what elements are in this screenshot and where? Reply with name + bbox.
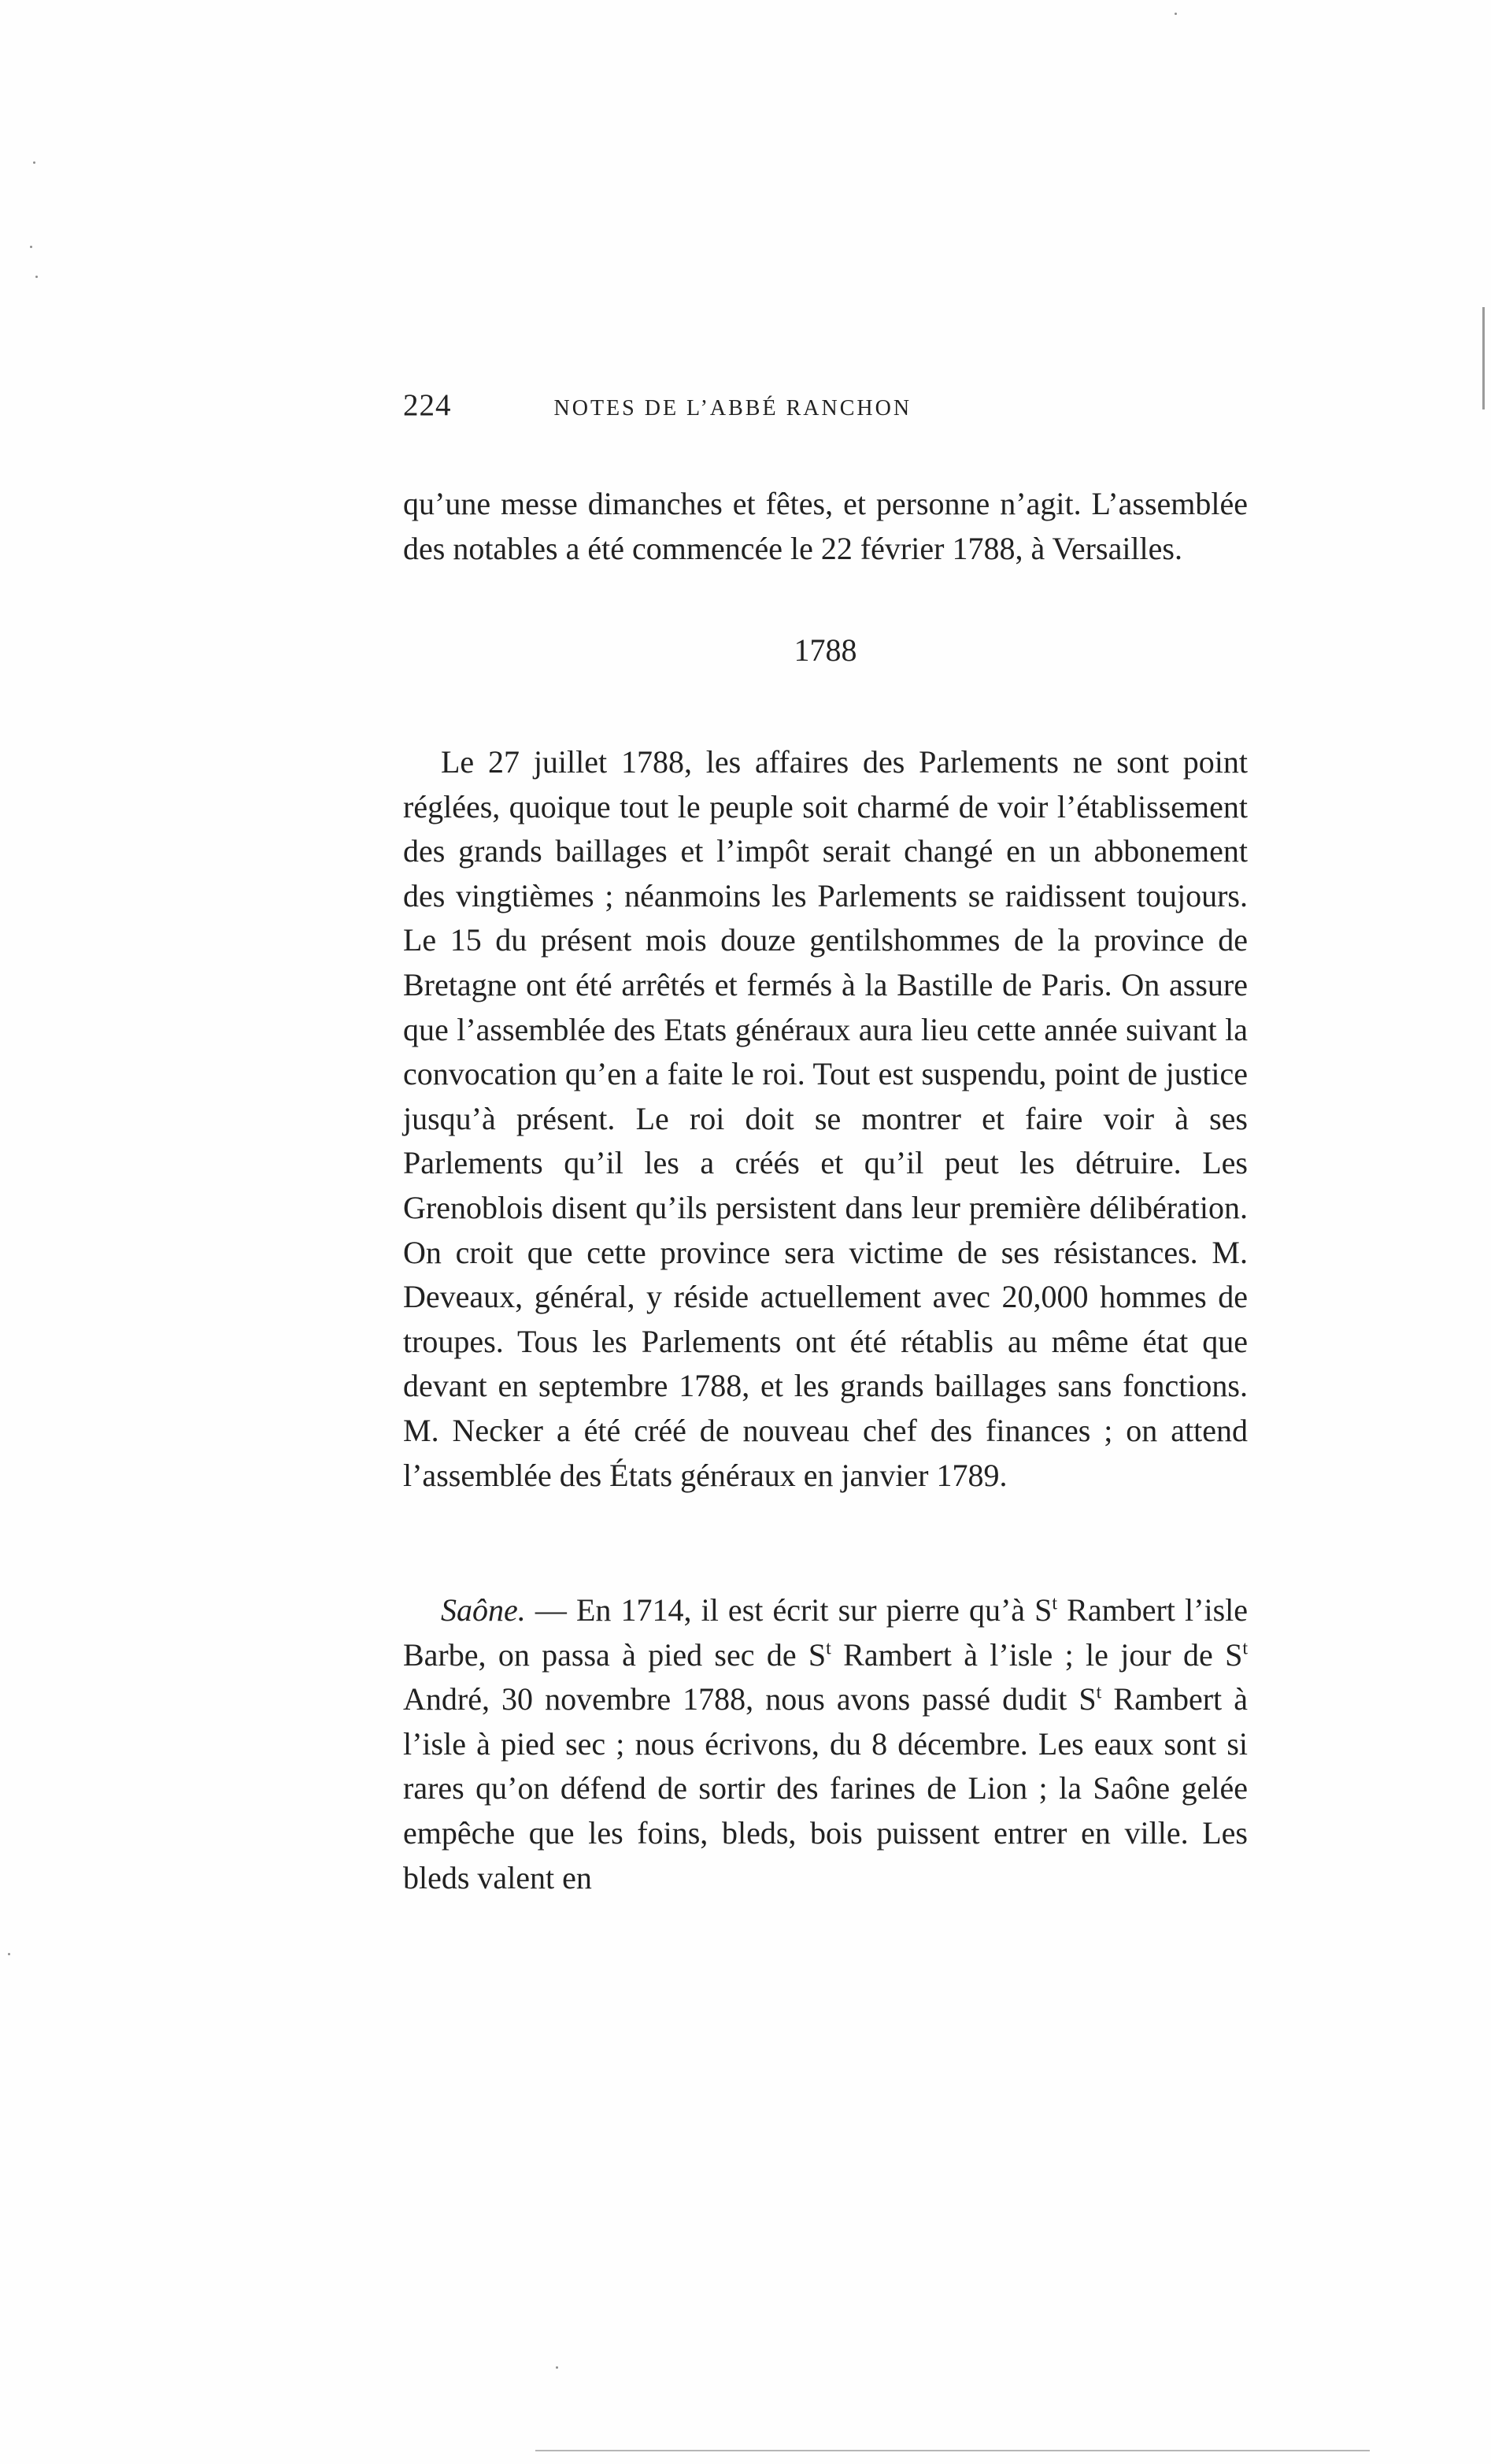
scan-speck: [8, 1953, 10, 1955]
saone-dash: —: [525, 1592, 576, 1628]
saone-text-1: En 1714, il est écrit sur pierre qu’à S: [575, 1592, 1053, 1628]
continuation-paragraph: qu’une messe dimanches et fêtes, et personne n’agit. L’assemblée des notables a été commencée le 22 février 1788, à Versailles.: [403, 486, 1248, 566]
scan-speck: [35, 276, 38, 278]
saone-text-5: Rambert à l’isle à pied sec ; nous écrivons, du 8 décembre. Les eaux sont si rares qu’on défend de sortir des farines de Lion ; la Saône gelée empêche que les foins, bleds, bois puissent entrer en ville. Les bleds valent en: [403, 1681, 1248, 1895]
paragraph-1788: Le 27 juillet 1788, les affaires des Parlements ne sont point réglées, quoique tout le peuple soit charmé de voir l’établissement des grands baillages et l’impôt serait changé en un abbonement des vingtièmes ; néanmoins les Parlements se raidissent toujours. Le 15 du présent mois douze gentilshommes de la province de Bretagne ont été arrêtés et fermés à la Bastille de Paris. On assure que l’assemblée des Etats généraux aura lieu cette année suivant la convocation qu’en a faite le roi. Tout est suspendu, point de justice jusqu’à présent. Le roi doit se montrer et faire voir à ses Parlements qu’il les a créés et qu’il peut les détruire. Les Grenoblois disent qu’ils persistent dans leur première délibération. On croit que cette province sera victime de ses résistances. M. Deveaux, général, y réside actuellement avec 20,000 hommes de troupes. Tous les Parlements ont été rétablis au même état que devant en septembre 1788, et les grands baillages sans fonctions. M. Necker a été créé de nouveau chef des finances ; on attend l’assemblée des États généraux en janvier 1789.: [403, 744, 1248, 1493]
superscript-t: t: [1052, 1593, 1058, 1614]
scan-speck: [556, 2366, 558, 2369]
scan-speck: [30, 246, 32, 248]
year-heading: 1788: [794, 632, 857, 668]
saone-label: Saône.: [441, 1592, 526, 1628]
scan-edge-mark: [1482, 307, 1485, 409]
scan-speck: [33, 161, 35, 164]
running-head: [403, 387, 1253, 432]
page-number: 224: [403, 388, 452, 422]
saone-text-2: Rambert l’isle Barbe, on passa à pied sec de S: [403, 1592, 1248, 1673]
superscript-t: t: [1096, 1682, 1102, 1703]
superscript-t: t: [1242, 1638, 1248, 1659]
running-title: NOTES DE L’ABBÉ RANCHON: [553, 396, 912, 421]
saone-text-4: André, 30 novembre 1788, nous avons passé dudit S: [403, 1681, 1097, 1717]
saone-text-3: Rambert à l’isle ; le jour de S: [831, 1636, 1243, 1673]
scan-speck: [1175, 13, 1177, 15]
superscript-t: t: [826, 1638, 831, 1659]
paragraph-saone: [403, 1588, 1248, 1900]
bottom-rule: [535, 2450, 1370, 2451]
